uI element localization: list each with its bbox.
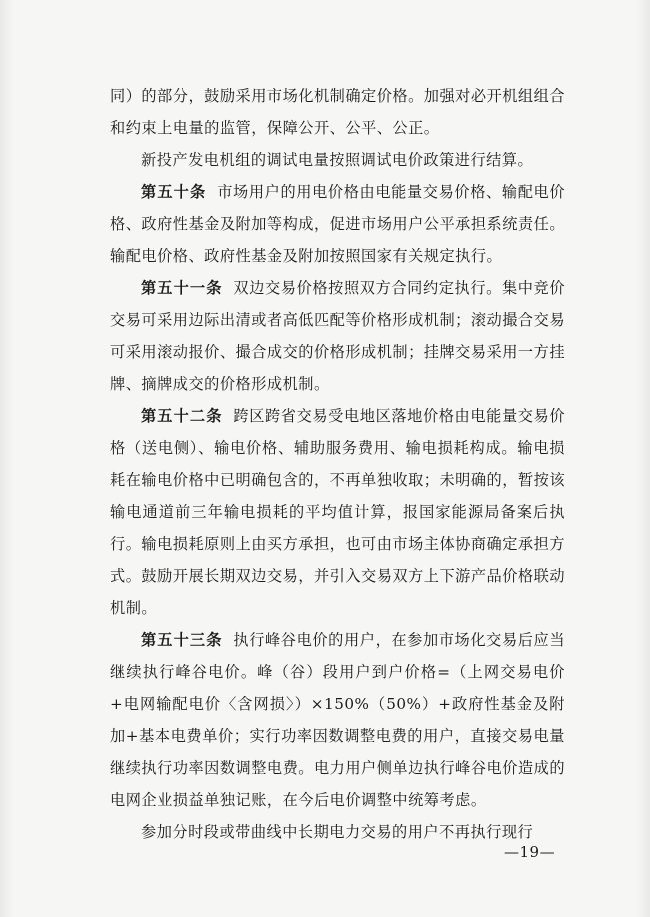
article-paragraph: [110, 176, 565, 272]
article-title: 第五十一条: [141, 279, 223, 297]
article-title: 第五十三条: [141, 631, 223, 649]
paragraph-text: 执行峰谷电价的用户，在参加市场化交易后应当继续执行峰谷电价。峰（谷）段用户到户价格=（上网交易电价+电网输配电价〈含网损〉）×150%（50%）+政府性基金及附加+基本电费单价；实行功率因数调整电费的用户，直接交易电量继续执行功率因数调整电费。电力用户侧单边执行峰谷电价造成的电网企业损益单独记账，在今后电价调整中统筹考虑。: [110, 631, 566, 809]
paragraph-text: 市场用户的用电价格由电能量交易价格、输配电价格、政府性基金及附加等构成，促进市场用户公平承担系统责任。输配电价格、政府性基金及附加按照国家有关规定执行。: [110, 183, 566, 265]
page-number: —19—: [504, 843, 556, 861]
paragraph-text: 新投产发电机组的调试电量按照调试电价政策进行结算。: [141, 151, 534, 169]
paragraph: [110, 144, 565, 176]
article-paragraph: [110, 624, 565, 816]
body-text: [110, 80, 565, 848]
article-paragraph: [110, 400, 565, 624]
article-title: 第五十二条: [141, 407, 223, 425]
paragraph-text: 双边交易价格按照双方合同约定执行。集中竞价交易可采用边际出清或者高低匹配等价格形成机制；滚动撮合交易可采用滚动报价、撮合成交的价格形成机制；挂牌交易采用一方挂牌、摘牌成交的价格形成机制。: [110, 279, 566, 393]
paragraph: [110, 80, 565, 144]
paragraph-text: 跨区跨省交易受电地区落地价格由电能量交易价格（送电侧）、输电价格、辅助服务费用、输电损耗构成。输电损耗在输电价格中已明确包含的，不再单独收取；未明确的，暂按该输电通道前三年输电损耗的平均值计算，报国家能源局备案后执行。输电损耗原则上由买方承担，也可由市场主体协商确定承担方式。鼓励开展长期双边交易，并引入交易双方上下游产品价格联动机制。: [110, 407, 566, 617]
paragraph: [110, 816, 565, 848]
paragraph-text: 同）的部分，鼓励采用市场化机制确定价格。加强对必开机组组合和约束上电量的监管，保障公开、公平、公正。: [110, 87, 565, 137]
article-title: 第五十条: [141, 183, 207, 201]
article-paragraph: [110, 272, 565, 400]
paragraph-text: 参加分时段或带曲线中长期电力交易的用户不再执行现行: [141, 823, 534, 841]
